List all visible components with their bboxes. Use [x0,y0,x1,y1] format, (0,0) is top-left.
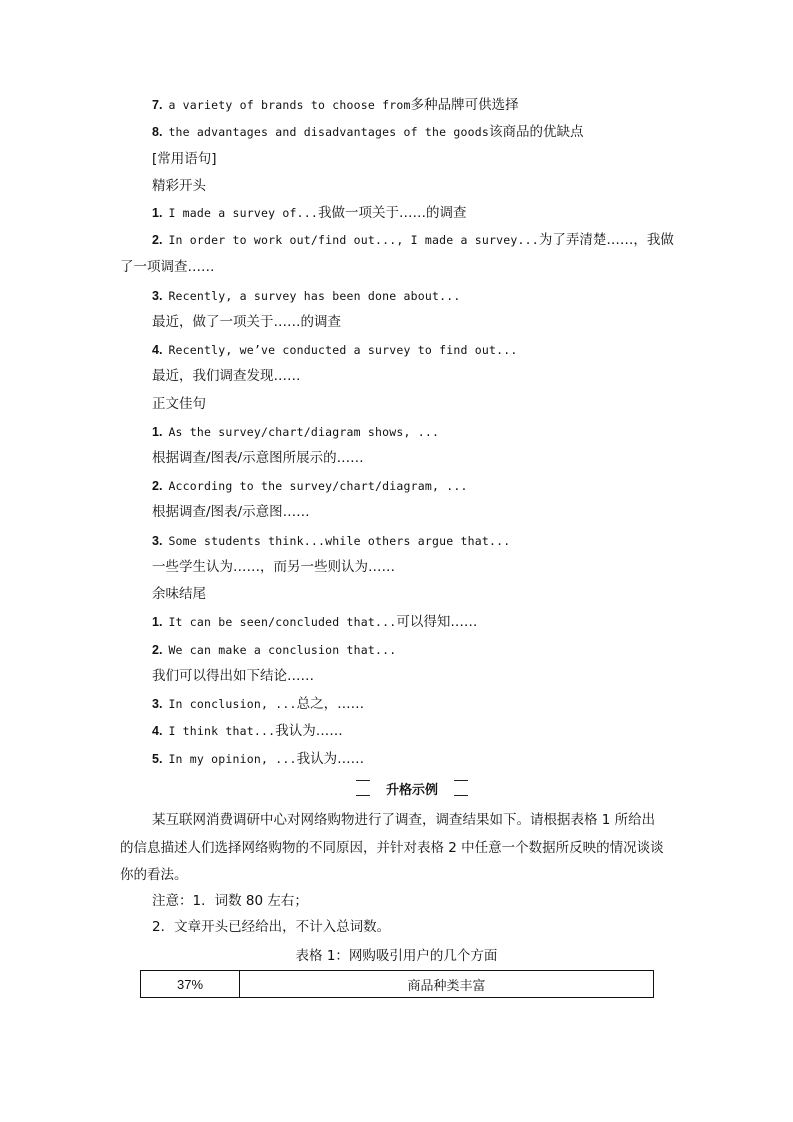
table-cell-description: 商品种类丰富 [240,971,654,998]
common-phrases-heading: [常用语句] [152,151,217,167]
table-row [141,971,654,998]
ending-sentence-5: 5. In my opinion, ...我认为…… [152,751,365,767]
opening-sentence-2: 2. In order to work out/find out..., I made a survey...为了弄清楚……，我做 [152,232,674,248]
ending-heading: 余味结尾 [152,586,206,602]
body-heading: 正文佳句 [152,396,206,412]
task-line-3: 你的看法。 [120,867,188,883]
phrase-8: 8. the advantages and disadvantages of the goods该商品的优缺点 [152,124,584,140]
section-banner [356,778,468,798]
table-cell-percent: 37% [141,971,240,998]
task-note-2: 2．文章开头已经给出，不计入总词数。 [152,919,391,935]
body-sentence-2-zh: 根据调查/图表/示意图…… [152,504,310,520]
ending-sentence-2: 2. We can make a conclusion that... [152,643,397,657]
task-note-1: 注意：1．词数 80 左右； [152,893,308,909]
ending-sentence-2-zh: 我们可以得出如下结论…… [152,668,314,684]
body-sentence-3: 3. Some students think...while others argue that... [152,534,511,548]
opening-sentence-3-zh: 最近，做了一项关于……的调查 [152,314,341,330]
table-1-caption: 表格 1：网购吸引用户的几个方面 [295,948,498,964]
body-sentence-1: 1. As the survey/chart/diagram shows, ... [152,425,440,439]
opening-sentence-4: 4. Recently, we’ve conducted a survey to find out... [152,343,518,357]
banner-label: 升格示例 [370,779,454,798]
opening-sentence-1: 1. I made a survey of...我做一项关于……的调查 [152,205,467,221]
opening-heading: 精彩开头 [152,178,206,194]
table-1 [140,970,654,998]
task-line-2: 的信息描述人们选择网络购物的不同原因，并针对表格 2 中任意一个数据所反映的情况谈谈 [120,840,664,856]
body-sentence-2: 2. According to the survey/chart/diagram, ... [152,479,468,493]
phrase-7: 7. a variety of brands to choose from多种品牌可供选择 [152,97,519,113]
opening-sentence-3: 3. Recently, a survey has been done about... [152,289,461,303]
body-sentence-3-zh: 一些学生认为……，而另一些则认为…… [152,559,395,575]
task-line-1: 某互联网消费调研中心对网络购物进行了调查，调查结果如下。请根据表格 1 所给出 [152,812,656,828]
ending-sentence-1: 1. It can be seen/concluded that...可以得知…… [152,614,478,630]
opening-sentence-2-cont: 了一项调查…… [120,259,215,275]
body-sentence-1-zh: 根据调查/图表/示意图所展示的…… [152,450,364,466]
opening-sentence-4-zh: 最近，我们调查发现…… [152,368,301,384]
ending-sentence-3: 3. In conclusion, ...总之，…… [152,696,365,712]
ending-sentence-4: 4. I think that...我认为…… [152,723,343,739]
